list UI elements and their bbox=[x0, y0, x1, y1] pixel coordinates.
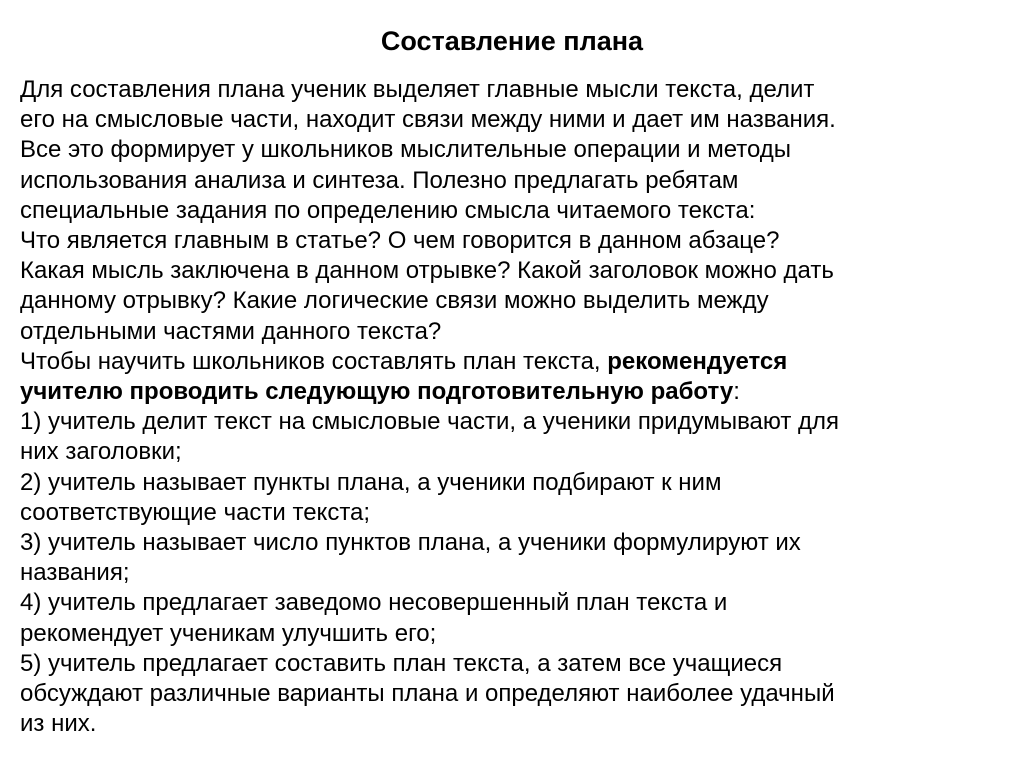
list-item: 2) учитель называет пункты плана, а ученики подбирают к ним bbox=[20, 468, 722, 496]
text-line: Для составления плана ученик выделяет главные мысли текста, делит bbox=[20, 76, 815, 103]
list-item: из них. bbox=[20, 710, 97, 738]
text-line: использования анализа и синтеза. Полезно предлагать ребятам bbox=[20, 166, 739, 194]
recommend-line bbox=[20, 347, 1010, 377]
text-line: Какая мысль заключена в данном отрывке? Какой заголовок можно дать bbox=[20, 257, 834, 285]
text-line: его на смысловые части, находит связи между ними и дает им названия. bbox=[20, 106, 836, 134]
text-line: данному отрывку? Какие логические связи можно выделить между bbox=[20, 287, 769, 315]
text-line: отдельными частями данного текста? bbox=[20, 317, 442, 345]
text-line: Что является главным в статье? О чем говорится в данном абзаце? bbox=[20, 227, 780, 255]
list-item: 3) учитель называет число пунктов плана, а ученики формулируют их bbox=[20, 529, 801, 557]
slide-title: Составление плана bbox=[380, 26, 644, 56]
list-item: 1) учитель делит текст на смысловые части, а ученики придумывают для bbox=[20, 408, 840, 436]
recommend-prefix: Чтобы научить школьников составлять план текста, bbox=[20, 347, 608, 375]
list-item: 4) учитель предлагает заведомо несовершенный план текста и bbox=[20, 589, 728, 617]
slide-body bbox=[20, 75, 1010, 739]
list-item: соответствующие части текста; bbox=[20, 498, 371, 526]
teacher-suffix: : bbox=[733, 378, 740, 406]
recommend-bold: рекомендуется bbox=[607, 347, 788, 375]
list-item: рекомендует ученикам улучшить его; bbox=[20, 619, 437, 647]
text-line: Все это формирует у школьников мыслительные операции и методы bbox=[20, 136, 792, 164]
text-line: специальные задания по определению смысла читаемого текста: bbox=[20, 196, 756, 224]
teacher-bold: учителю проводить следующую подготовительную работу bbox=[20, 378, 734, 406]
list-item: 5) учитель предлагает составить план текста, а затем все учащиеся bbox=[20, 649, 783, 677]
teacher-line bbox=[20, 377, 1010, 407]
list-item: обсуждают различные варианты плана и определяют наиболее удачный bbox=[20, 680, 835, 708]
list-item: названия; bbox=[20, 559, 130, 587]
list-item: них заголовки; bbox=[20, 438, 182, 466]
